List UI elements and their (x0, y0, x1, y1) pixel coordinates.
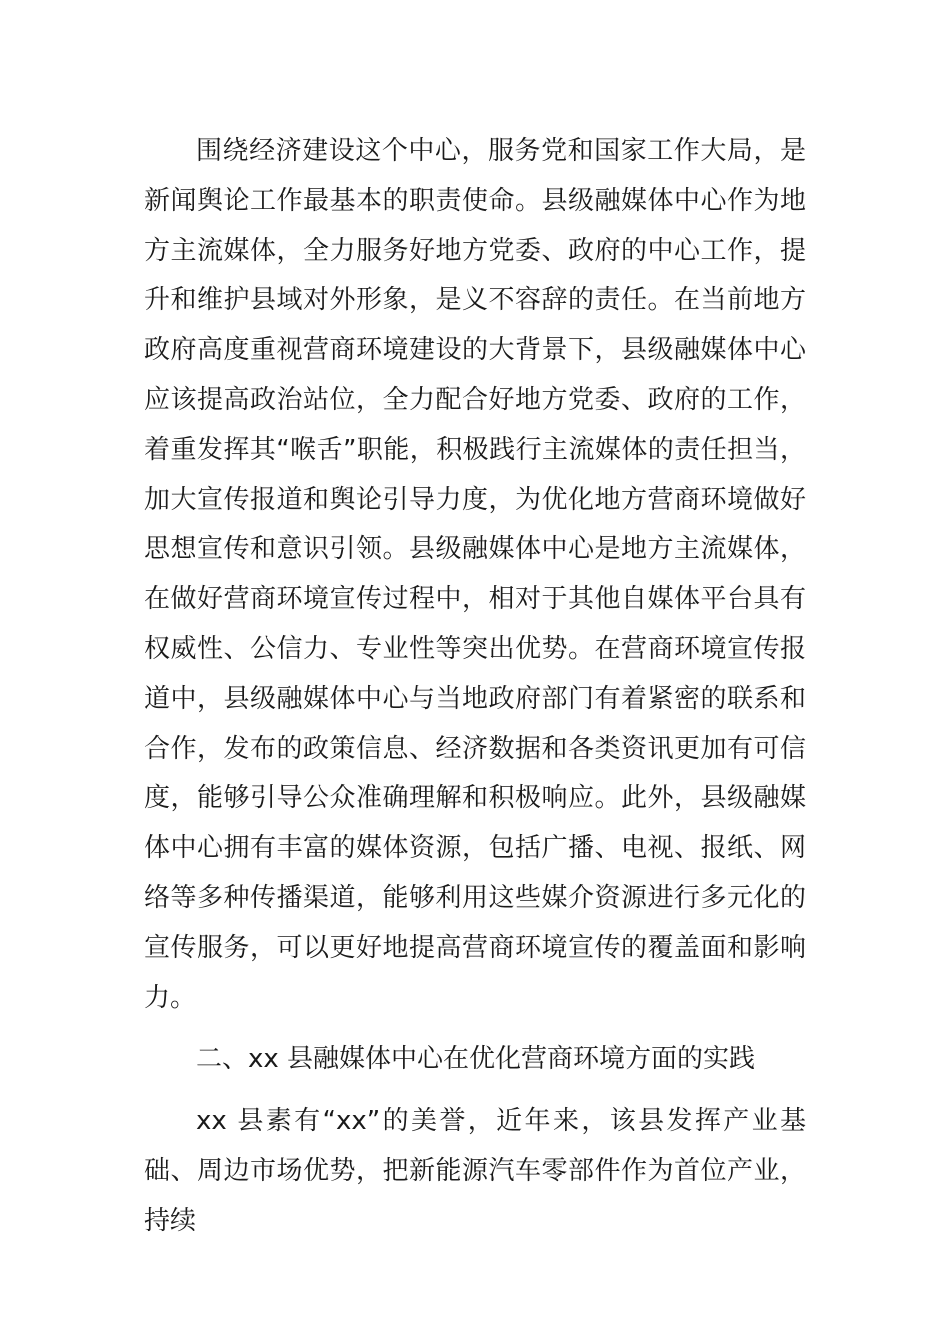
body-paragraph-1: 围绕经济建设这个中心，服务党和国家工作大局，是新闻舆论工作最基本的职责使命。县级融媒体中心作为地方主流媒体，全力服务好地方党委、政府的中心工作，提升和维护县域对外形象，是义不容辞的责任。在当前地方政府高度重视营商环境建设的大背景下，县级融媒体中心应该提高政治站位，全力配合好地方党委、政府的工作，着重发挥其“喉舌”职能，积极践行主流媒体的责任担当，加大宣传报道和舆论引导力度，为优化地方营商环境做好思想宣传和意识引领。县级融媒体中心是地方主流媒体，在做好营商环境宣传过程中，相对于其他自媒体平台具有权威性、公信力、专业性等突出优势。在营商环境宣传报道中，县级融媒体中心与当地政府部门有着紧密的联系和合作，发布的政策信息、经济数据和各类资讯更加有可信度，能够引导公众准确理解和积极响应。此外，县级融媒体中心拥有丰富的媒体资源，包括广播、电视、报纸、网络等多种传播渠道，能够利用这些媒介资源进行多元化的宣传服务，可以更好地提高营商环境宣传的覆盖面和影响力。 (144, 136, 806, 1013)
section-heading: 二、xx 县融媒体中心在优化营商环境方面的实践 (196, 1044, 756, 1075)
document-page (144, 127, 806, 1247)
body-paragraph-2: xx 县素有“xx”的美誉，近年来，该县发挥产业基础、周边市场优势，把新能源汽车零部件作为首位产业，持续 (144, 1106, 806, 1236)
